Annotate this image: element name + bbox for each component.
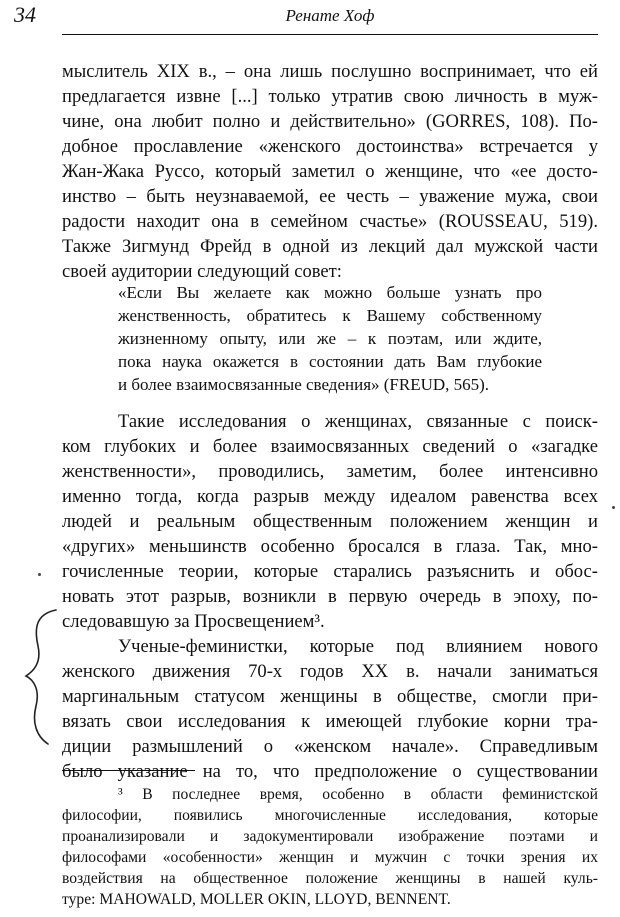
footnote-line: ³ В последнее время, особенно в области феминистской: [118, 786, 598, 803]
text-line: предлагается извне [...] только утратив свою личность в муж-: [62, 86, 598, 107]
footnote-line: туре: MAHOWALD, MOLLER OKIN, LLOYD, BENNENT.: [62, 891, 451, 908]
text-line: ком глубоких и более взаимосвязанных сведений о «загадке: [62, 436, 598, 457]
text-line: диции размышлений о «женском начале». Справедливым: [62, 736, 598, 757]
quote-line: и более взаимосвязанные сведения» (FREUD, 565).: [118, 375, 490, 394]
quote-line: «Если Вы желаете как можно больше узнать про: [118, 283, 542, 302]
footnote-line: воздействия на общественное положение женщины в нашей куль-: [62, 870, 598, 887]
stray-dot: [612, 506, 615, 509]
running-head: Ренате Хоф: [285, 6, 375, 25]
footnote-rule: [62, 770, 195, 771]
text-line: «других» меньшинств особенно бросался в глаза. Так, мно-: [62, 536, 598, 557]
text-line: новать этот разрыв, возникли в первую очередь в эпоху, по-: [62, 586, 598, 607]
text-line: радости находит она в семейном счастье» (ROUSSEAU, 519).: [62, 211, 598, 232]
text-line: было указание на то, что предположение о существовании: [62, 761, 598, 782]
page-number: 34: [14, 2, 36, 27]
handwritten-bracket-mark: [22, 606, 66, 746]
header-rule: [62, 34, 598, 35]
text-line: Ученые-феминистки, которые под влиянием нового: [118, 636, 598, 657]
stray-dot: [38, 573, 41, 576]
text-line: женского движения 70-х годов XX в. начали заниматься: [62, 661, 598, 682]
quote-line: женственность, обратитесь к Вашему собственному: [118, 306, 542, 325]
text-line: чине, она любит полно и действительно» (GORRES, 108). По-: [62, 111, 598, 132]
footnote-line: философами «особенности» женщин и мужчин с точки зрения их: [62, 849, 598, 866]
quote-line: жизненному опыту, или же – к поэтам, или ждите,: [118, 329, 542, 348]
text-line: маргинальным статусом женщины в обществе, смогли при-: [62, 686, 598, 707]
quote-line: пока наука окажется в состоянии дать Вам глубокие: [118, 352, 542, 371]
text-line: Такие исследования о женщинах, связанные с поиск-: [118, 411, 598, 432]
text-line: гочисленные теории, которые старались разъяснить и обос-: [62, 561, 598, 582]
text-line: женственности», проводились, заметим, более интенсивно: [62, 461, 598, 482]
text-line: своей аудитории следующий совет:: [62, 261, 342, 282]
footnote-line: проанализировали и задокументировали изображение поэтами и: [62, 828, 598, 845]
text-line: следовавшую за Просвещением³.: [62, 611, 325, 632]
footnote-line: философии, появились многочисленные исследования, которые: [62, 807, 598, 824]
text-line: добное прославление «женского достоинства» встречается у: [62, 136, 598, 157]
text-line: именно тогда, когда разрыв между идеалом равенства всех: [62, 486, 598, 507]
text-line: вязать свои исследования к имеющей глубокие корни тра-: [62, 711, 598, 732]
text-line: инство – быть неузнаваемой, ее честь – уважение мужа, свои: [62, 186, 598, 207]
text-line: людей и реальным общественным положением женщин и: [62, 511, 598, 532]
text-line: Жан-Жака Руссо, который заметил о женщине, что «ее достo-: [62, 161, 598, 182]
text-line: Также Зигмунд Фрейд в одной из лекций дал мужской части: [62, 236, 598, 257]
text-line: мыслитель XIX в., – она лишь послушно воспринимает, что ей: [62, 61, 598, 82]
